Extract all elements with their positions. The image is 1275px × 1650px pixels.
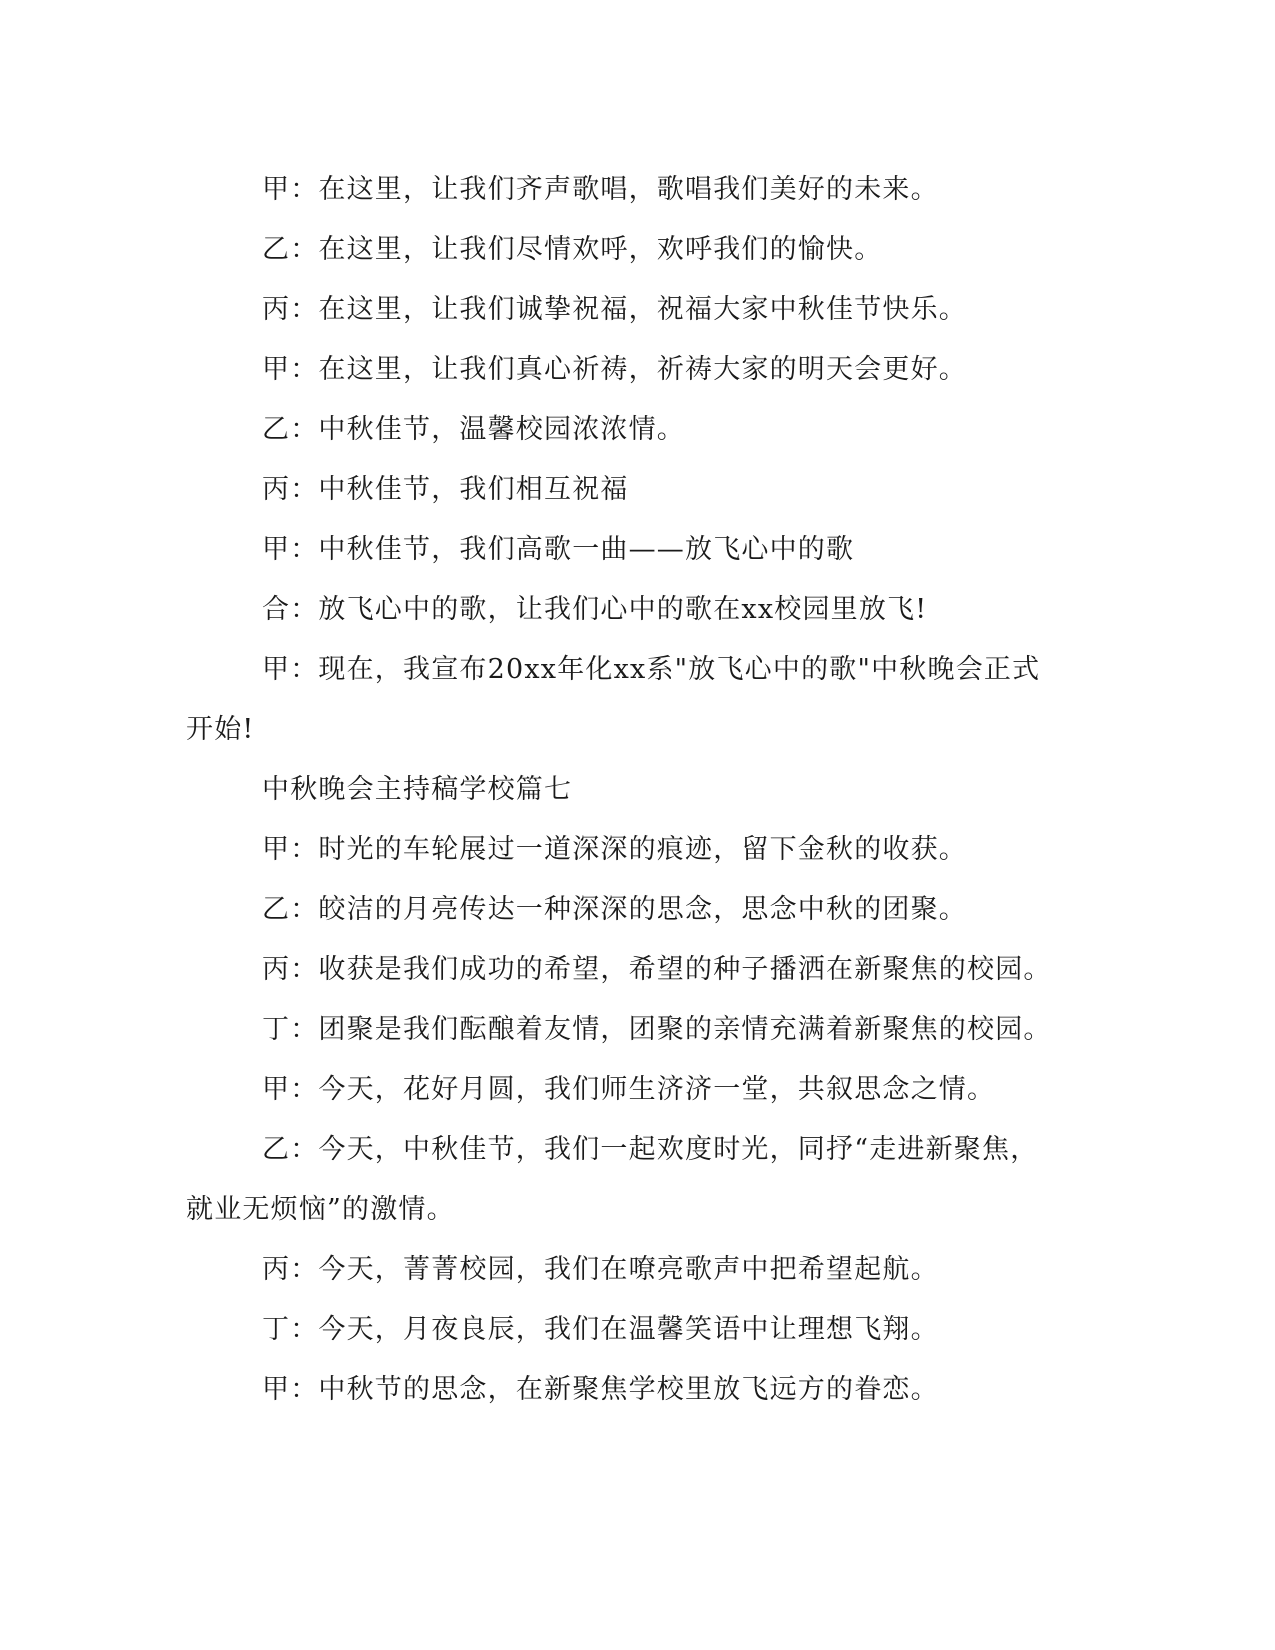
paragraph: 丙：在这里，让我们诚挚祝福，祝福大家中秋佳节快乐。 xyxy=(262,294,967,325)
paragraph: 合：放飞心中的歌，让我们心中的歌在xx校园里放飞! xyxy=(262,594,928,625)
paragraph: 乙：皎洁的月亮传达一种深深的思念，思念中秋的团聚。 xyxy=(262,894,967,925)
paragraph: 甲：现在，我宣布20xx年化xx系"放飞心中的歌"中秋晚会正式开始! xyxy=(186,654,1041,745)
paragraph: 甲：在这里，让我们齐声歌唱，歌唱我们美好的未来。 xyxy=(262,174,939,205)
paragraph: 丙：中秋佳节，我们相互祝福 xyxy=(262,474,629,505)
paragraph: 甲：中秋佳节，我们高歌一曲——放飞心中的歌 xyxy=(262,534,855,565)
paragraph: 甲：今天，花好月圆，我们师生济济一堂，共叙思念之情。 xyxy=(262,1074,996,1105)
paragraph: 甲：时光的车轮展过一道深深的痕迹，留下金秋的收获。 xyxy=(262,834,967,865)
paragraph: 乙：在这里，让我们尽情欢呼，欢呼我们的愉快。 xyxy=(262,234,883,265)
paragraph: 乙：中秋佳节，温馨校园浓浓情。 xyxy=(262,414,685,445)
paragraph: 甲：在这里，让我们真心祈祷，祈祷大家的明天会更好。 xyxy=(262,354,967,385)
paragraph: 乙：今天，中秋佳节，我们一起欢度时光，同抒“走进新聚焦，就业无烦恼”的激情。 xyxy=(186,1134,1039,1225)
paragraph: 丁：今天，月夜良辰，我们在温馨笑语中让理想飞翔。 xyxy=(262,1314,939,1345)
paragraph: 丙：收获是我们成功的希望，希望的种子播洒在新聚焦的校园。 xyxy=(262,954,1052,985)
document-body xyxy=(186,160,1066,1420)
paragraph: 丙：今天，菁菁校园，我们在嘹亮歌声中把希望起航。 xyxy=(262,1254,939,1285)
section-heading: 中秋晚会主持稿学校篇七 xyxy=(262,774,573,805)
paragraph: 甲：中秋节的思念，在新聚焦学校里放飞远方的眷恋。 xyxy=(262,1374,939,1405)
paragraph: 丁：团聚是我们酝酿着友情，团聚的亲情充满着新聚焦的校园。 xyxy=(262,1014,1052,1045)
